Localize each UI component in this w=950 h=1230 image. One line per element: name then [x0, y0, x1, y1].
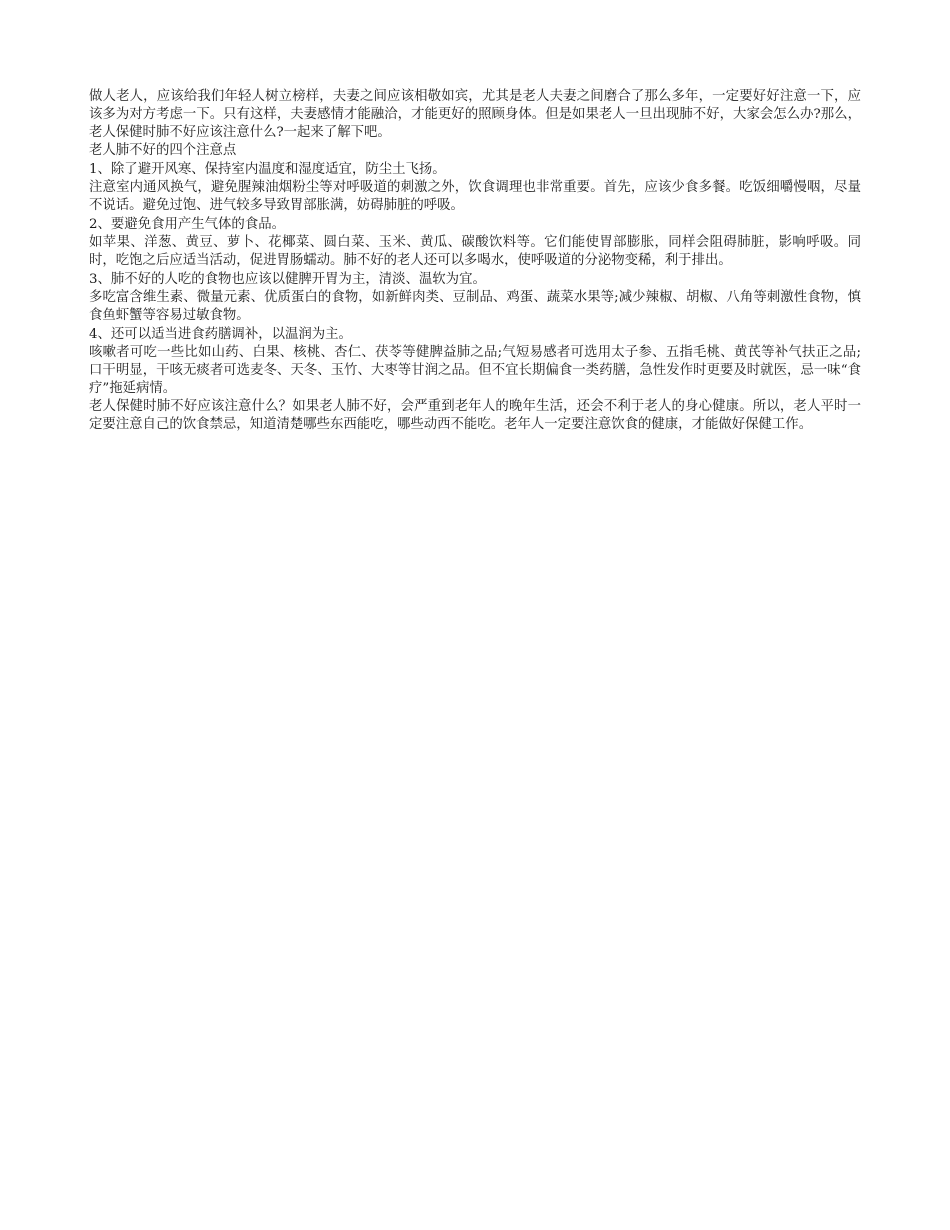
document-body	[89, 88, 861, 434]
point-4-heading: 4、还可以适当进食药膳调补，以温润为主。	[89, 327, 352, 342]
point-1-heading: 1、除了避开风寒、保持室内温度和湿度适宜，防尘土飞扬。	[89, 162, 446, 177]
intro-paragraph: 做人老人，应该给我们年轻人树立榜样，夫妻之间应该相敬如宾，尤其是老人夫妻之间磨合了那么多年，一定要好好注意一下，应该多为对方考虑一下。只有这样，夫妻感情才能融洽，才能更好的照顾身体。但是如果老人一旦出现肺不好，大家会怎么办?那么，老人保健时肺不好应该注意什么?一起来了解下吧。	[89, 89, 861, 140]
point-4-body: 咳嗽者可吃一些比如山药、白果、核桃、杏仁、茯苓等健脾益肺之品;气短易感者可选用太子参、五指毛桃、黄芪等补气扶正之品;口干明显，干咳无痰者可选麦冬、天冬、玉竹、大枣等甘润之品。但不宜长期偏食一类药膳，急性发作时更要及时就医，忌一味“食疗”拖延病情。	[89, 345, 861, 396]
section-title: 老人肺不好的四个注意点	[89, 143, 237, 158]
point-3-heading: 3、肺不好的人吃的食物也应该以健脾开胃为主，清淡、温软为宜。	[89, 272, 486, 287]
point-2-heading: 2、要避免食用产生气体的食品。	[89, 217, 285, 232]
conclusion-paragraph: 老人保健时肺不好应该注意什么？如果老人肺不好，会严重到老年人的晚年生活，还会不利于老人的身心健康。所以，老人平时一定要注意自己的饮食禁忌，知道清楚哪些东西能吃，哪些动西不能吃。老年人一定要注意饮食的健康，才能做好保健工作。	[89, 399, 861, 432]
point-3-body: 多吃富含维生素、微量元素、优质蛋白的食物，如新鲜肉类、豆制品、鸡蛋、蔬菜水果等;减少辣椒、胡椒、八角等刺激性食物，慎食鱼虾蟹等容易过敏食物。	[89, 290, 861, 323]
point-1-body: 注意室内通风换气，避免腥辣油烟粉尘等对呼吸道的刺激之外，饮食调理也非常重要。首先，应该少食多餐。吃饭细嚼慢咽，尽量不说话。避免过饱、进气较多导致胃部胀满，妨碍肺脏的呼吸。	[89, 180, 861, 213]
point-2-body: 如苹果、洋葱、黄豆、萝卜、花椰菜、圆白菜、玉米、黄瓜、碳酸饮料等。它们能使胃部膨胀，同样会阻碍肺脏，影响呼吸。同时，吃饱之后应适当活动，促进胃肠蠕动。肺不好的老人还可以多喝水，使呼吸道的分泌物变稀，利于排出。	[89, 235, 861, 268]
